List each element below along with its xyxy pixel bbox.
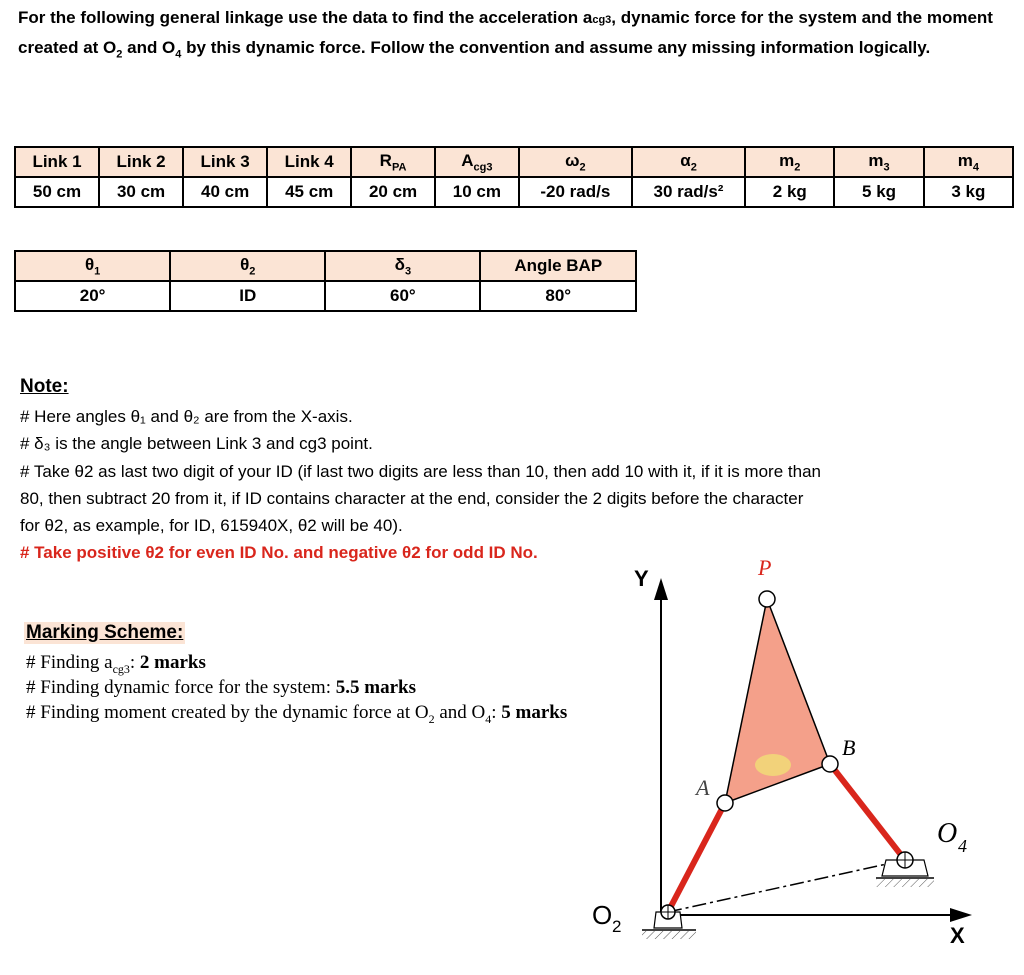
value-delta3: 60° <box>325 281 480 311</box>
value-m2: 2 kg <box>745 177 834 207</box>
value-m3: 5 kg <box>834 177 923 207</box>
header-m4: $m_4$ <box>924 147 1013 177</box>
header-link2: Link 2 <box>99 147 183 177</box>
problem-statement: For the following general linkage use the data to find the acceleration acg3, dynamic force for the system and the moment created at $O_2$ and $O_4$ by this dynamic force. Follow the convention and assume any missing information logically. <box>18 8 993 61</box>
value-m4: 3 kg <box>924 177 1013 207</box>
value-omega2: -20 rad/s <box>519 177 632 207</box>
cg3-mark <box>755 754 791 776</box>
value-link2: 30 cm <box>99 177 183 207</box>
value-link3: 40 cm <box>183 177 267 207</box>
header-omega2: $\omega_2$ <box>519 147 632 177</box>
joint-b <box>822 756 838 772</box>
angle-data-value-row <box>15 281 636 311</box>
note-line-5: for θ2, as example, for ID, 615940X, θ2 will be 40). <box>20 516 403 535</box>
header-link1: Link 1 <box>15 147 99 177</box>
y-axis-arrow <box>654 578 668 600</box>
header-angle-bap: Angle BAP <box>480 251 636 281</box>
x-axis-label: X <box>950 923 965 948</box>
o2-label-sub: 2 <box>612 917 622 936</box>
crank-link2 <box>668 803 725 912</box>
header-m2: $m_2$ <box>745 147 834 177</box>
header-delta3: $\delta_3$ <box>325 251 480 281</box>
note-title: Note: <box>20 376 69 397</box>
value-alpha2: 30 rad/s² <box>632 177 745 207</box>
value-theta2: ID <box>170 281 325 311</box>
angle-data-table <box>14 250 637 312</box>
o4-label: O <box>937 818 958 849</box>
value-link4: 45 cm <box>267 177 351 207</box>
note-line-1: # Here angles θ₁ and θ₂ are from the X-axis. <box>20 407 353 426</box>
y-axis-label: Y <box>634 566 649 591</box>
value-link1: 50 cm <box>15 177 99 207</box>
o2-ground-hatch <box>642 931 696 939</box>
note-line-3: # Take θ2 as last two digit of your ID (if last two digits are less than 10, then add 10 with it, if it is more than <box>20 462 821 481</box>
note-line-2: # δ₃ is the angle between Link 3 and cg3 point. <box>20 434 373 453</box>
header-link4: Link 4 <box>267 147 351 177</box>
marking-scheme-title: Marking Scheme: <box>26 622 184 643</box>
header-m3: $m_3$ <box>834 147 923 177</box>
note-line-4: 80, then subtract 20 from it, if ID contains character at the end, consider the 2 digits before the character <box>20 489 804 508</box>
header-rpa: $R_{PA}$ <box>351 147 435 177</box>
marking-line-3: # Finding moment created by the dynamic force at $O_2$ and $O_4$: 5 marks <box>26 702 568 726</box>
angle-data-header-row <box>15 251 636 281</box>
x-axis-arrow <box>950 908 972 922</box>
point-p-label: P <box>758 555 772 580</box>
value-angle-bap: 80° <box>480 281 636 311</box>
value-rpa: 20 cm <box>351 177 435 207</box>
joint-p <box>759 591 775 607</box>
link-data-table <box>14 146 1014 208</box>
note-red-line: # Take positive θ2 for even ID No. and negative θ2 for odd ID No. <box>20 543 538 562</box>
header-alpha2: $\alpha_2$ <box>632 147 745 177</box>
link-data-value-row <box>15 177 1013 207</box>
marking-line-2: # Finding dynamic force for the system: 5.5 marks <box>26 677 416 698</box>
header-acg3: $A_{cg3}$ <box>435 147 519 177</box>
header-theta2: $\theta_2$ <box>170 251 325 281</box>
value-acg3: 10 cm <box>435 177 519 207</box>
marking-line-1: # Finding $a_{cg3}$: 2 marks <box>26 652 206 676</box>
four-bar-linkage-diagram <box>560 550 1020 970</box>
link-data-header-row <box>15 147 1013 177</box>
ground-link <box>668 860 905 912</box>
o4-label-sub: 4 <box>958 836 967 856</box>
joint-a <box>717 795 733 811</box>
o4-ground-hatch <box>876 879 934 887</box>
rocker-link4 <box>830 764 905 860</box>
header-link3: Link 3 <box>183 147 267 177</box>
o2-label: O <box>592 900 613 930</box>
header-theta1: $\theta_1$ <box>15 251 170 281</box>
value-theta1: 20° <box>15 281 170 311</box>
point-a-label: A <box>696 775 710 800</box>
point-b-label: B <box>842 735 856 760</box>
